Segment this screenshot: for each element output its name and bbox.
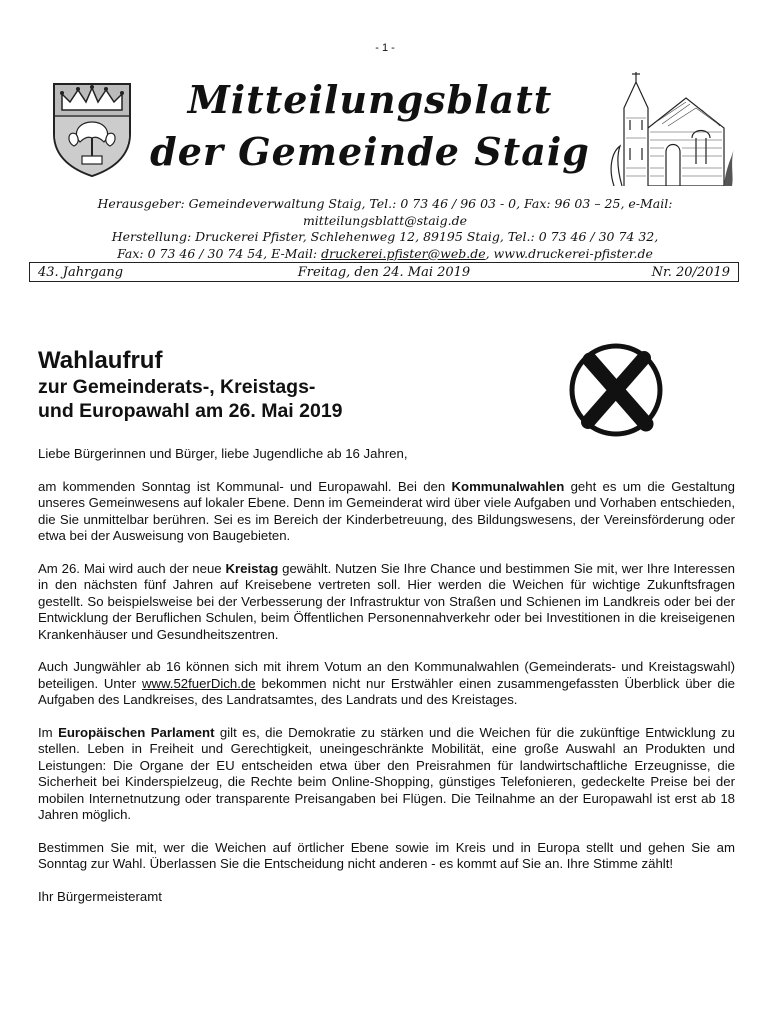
issue-number: Nr. 20/2019 — [651, 265, 730, 280]
article-body — [38, 446, 735, 921]
imprint-line3 — [40, 246, 730, 263]
signature: Ihr Bürgermeisteramt — [38, 888, 162, 904]
greeting: Liebe Bürgerinnen und Bürger, liebe Jugendliche ab 16 Jahren, — [38, 446, 408, 461]
coat-of-arms-icon — [48, 78, 136, 178]
headline-main: Wahlaufruf — [38, 347, 163, 374]
bold-term: Kreistag — [225, 560, 279, 576]
page-number: - 1 - — [375, 42, 395, 54]
52fuerdich-link[interactable]: www.52fuerDich.de — [141, 675, 256, 691]
paragraph-jungwaehler — [38, 659, 735, 709]
imprint-line1: Herausgeber: Gemeindeverwaltung Staig, Tel.: 0 73 46 / 96 03 - 0, Fax: 96 03 – 25, e-Mail: mitteilungsblatt@staig.de — [97, 196, 673, 228]
text-span: geht es um die Gestaltung unseres Gemeinwesens auf lokaler Ebene. Denn im Gemeinderat wird über viele Aufgaben und Vorhaben entschieden, die Sie unmittelbar berühren. Sei es im Bereich der Kinderbetreuung, des Bildungswesens, der Vereinsförderung oder etwa bei der Ausweisung von Baugebieten. — [38, 478, 735, 543]
paragraph-closing: Bestimmen Sie mit, wer die Weichen auf örtlicher Ebene sowie im Kreis und in Europa stellt und gehen Sie am Sonntag zur Wahl. Überlassen Sie die Entscheidung nicht anderen - es kommt auf Sie an. Ihre Stimme zählt! — [38, 839, 735, 871]
masthead-title-line1: Mitteilungsblatt — [187, 77, 553, 122]
imprint-line2: Herstellung: Druckerei Pfister, Schlehenweg 12, 89195 Staig, Tel.: 0 73 46 / 30 74 32, — [111, 229, 659, 244]
text-span: Im — [38, 724, 59, 740]
headline-sub1: zur Gemeinderats-, Kreistags- — [38, 376, 316, 398]
masthead-title-line2: der Gemeinde Staig — [150, 129, 590, 174]
article-headline — [38, 347, 538, 423]
issue-bar — [29, 262, 739, 282]
text-span: bekommen nicht nur Erstwähler einen zusammengefassten Überblick über die Aufgaben des Landkreises, des Landratsamtes, des Landrats und des Kreistages. — [38, 675, 736, 707]
text-span: Am 26. Mai wird auch der neue — [38, 560, 226, 576]
masthead-title — [150, 74, 590, 178]
issue-year: 43. Jahrgang — [38, 265, 124, 280]
text-span: gilt es, die Demokratie zu stärken und die Weichen für die zukünftige Entwicklung zu stellen. Leben in Freiheit und Gerechtigkeit, uneingeschränkte Mobilität, eine große Auswahl an Produkten und Leistungen: Die Organe der EU entscheiden etwa über den Preisrahmen für landwirtschaftliche Erzeugnisse, die Sicherheit bei Kinderspielzeug, die Rechte beim Online-Shopping, günstiges Telefonieren, gedeckelte Preise bei der mobilen Internetnutzung oder transparente Preisangaben bei Flügen. Die Teilnahme an der Europawahl ist erst ab 18 Jahren möglich. — [38, 724, 735, 822]
imprint — [40, 196, 730, 262]
paragraph-kommunalwahlen — [38, 479, 735, 545]
imprint-website: , www.druckerei-pfister.de — [485, 245, 653, 261]
ballot-cross-icon — [566, 340, 666, 440]
issue-date: Freitag, den 24. Mai 2019 — [297, 265, 471, 280]
paragraph-europawahl — [38, 725, 735, 824]
text-span: gewählt. Nutzen Sie Ihre Chance und bestimmen Sie mit, wer Ihre Interessen in den nächsten fünf Jahren auf Kreisebene vertreten soll. Hier werden die Weichen für wichtige Zukunftsfragen gestellt. So beispielsweise bei der Verbesserung der Infrastruktur von Straßen und Schienen im Landkreis oder bei der Entwicklung der Beruflichen Schulen, beim Öffentlichen Personennahverkehr oder bei Investitionen in die kreiseigenen Krankenhäuser und Gesundheitszentren. — [38, 560, 735, 642]
text-span: Auch Jungwähler ab 16 können sich mit ihrem Votum an den Kommunalwahlen (Gemeinderats- und Kreistagswahl) beteiligen. Unter — [38, 659, 735, 691]
church-illustration — [606, 68, 736, 186]
text-span: am kommenden Sonntag ist Kommunal- und Europawahl. Bei den — [38, 478, 452, 494]
bold-term: Europäischen Parlament — [58, 724, 215, 740]
headline-sub2: und Europawahl am 26. Mai 2019 — [38, 400, 343, 422]
bold-term: Kommunalwahlen — [451, 478, 565, 494]
paragraph-kreistag — [38, 561, 735, 644]
printer-email-link[interactable]: druckerei.pfister@web.de — [321, 245, 486, 261]
imprint-fax: Fax: 0 73 46 / 30 74 54, E-Mail: — [117, 245, 322, 261]
